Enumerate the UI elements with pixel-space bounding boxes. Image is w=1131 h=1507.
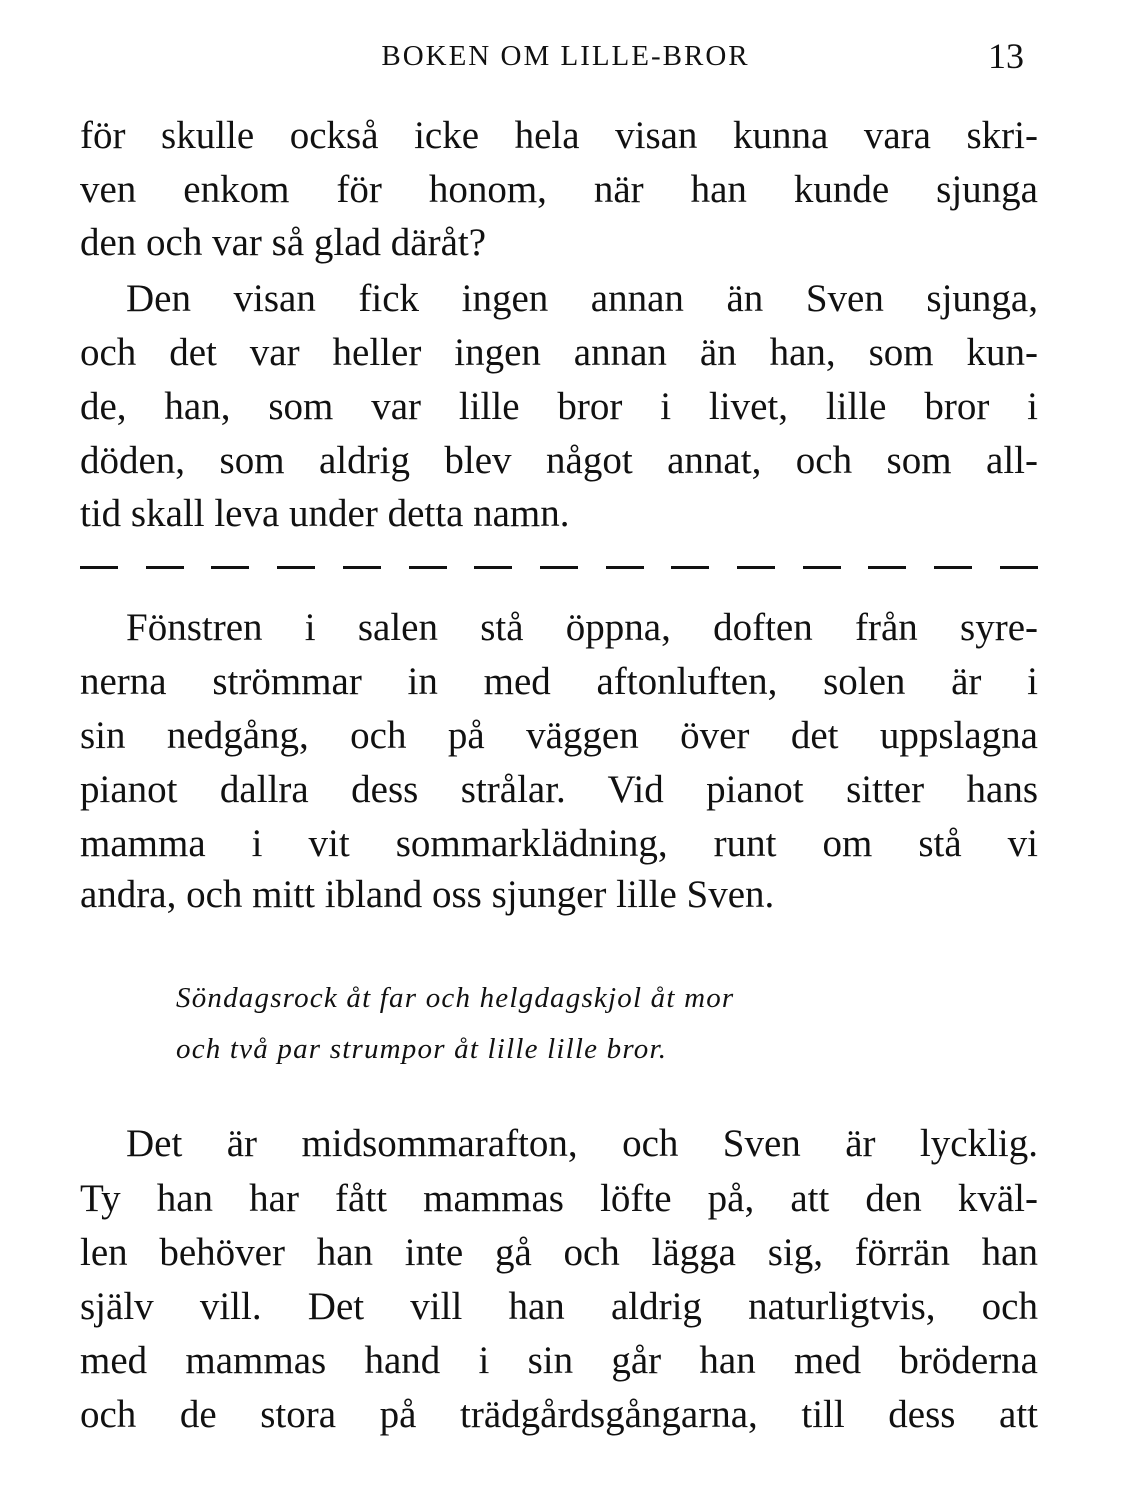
text-line: Ty han har fått mammas löfte på, att den kväl- — [80, 1177, 1038, 1220]
separator-dash — [934, 566, 972, 569]
separator-dash — [540, 566, 578, 569]
page-number: 13 — [988, 36, 1024, 76]
text-line: Den visan fick ingen annan än Sven sjunga, — [126, 277, 1038, 320]
separator-dash — [868, 566, 906, 569]
text-line: len behöver han inte gå och lägga sig, förrän han — [80, 1231, 1038, 1274]
text-line: nerna strömmar in med aftonluften, solen är i — [80, 660, 1038, 703]
text-line: de, han, som var lille bror i livet, lille bror i — [80, 385, 1038, 428]
text-line: Det är midsommarafton, och Sven är lycklig. — [126, 1122, 1038, 1165]
separator-dash — [343, 566, 381, 569]
text-line: med mammas hand i sin går han med bröderna — [80, 1339, 1038, 1382]
text-line: tid skall leva under detta namn. — [80, 492, 570, 535]
text-line: andra, och mitt ibland oss sjunger lille Sven. — [80, 873, 775, 916]
separator-dash — [277, 566, 315, 569]
separator-dash — [606, 566, 644, 569]
separator-dash — [737, 566, 775, 569]
running-header-title: BOKEN OM LILLE-BROR — [381, 40, 750, 72]
verse-line: Söndagsrock åt far och helgdagskjol åt mor — [176, 982, 735, 1014]
text-line: för skulle också icke hela visan kunna vara skri- — [80, 114, 1038, 157]
text-line: pianot dallra dess strålar. Vid pianot sitter hans — [80, 768, 1038, 811]
section-separator — [80, 566, 1038, 570]
text-line: och de stora på trädgårdsgångarna, till dess att — [80, 1393, 1038, 1436]
separator-dash — [80, 566, 118, 569]
text-line: och det var heller ingen annan än han, som kun- — [80, 331, 1038, 374]
text-line: Fönstren i salen stå öppna, doften från syre- — [126, 606, 1038, 649]
text-line: själv vill. Det vill han aldrig naturligtvis, och — [80, 1285, 1038, 1328]
separator-dash — [211, 566, 249, 569]
text-line: ven enkom för honom, när han kunde sjunga — [80, 168, 1038, 211]
separator-dash — [474, 566, 512, 569]
separator-dash — [1000, 566, 1038, 569]
text-line: den och var så glad däråt? — [80, 221, 487, 264]
verse-line: och två par strumpor åt lille lille bror. — [176, 1033, 668, 1065]
text-line: sin nedgång, och på väggen över det uppslagna — [80, 714, 1038, 757]
separator-dash — [409, 566, 447, 569]
separator-dash — [803, 566, 841, 569]
separator-dash — [671, 566, 709, 569]
separator-dash — [146, 566, 184, 569]
text-line: mamma i vit sommarklädning, runt om stå vi — [80, 822, 1038, 865]
text-line: döden, som aldrig blev något annat, och som all- — [80, 439, 1038, 482]
